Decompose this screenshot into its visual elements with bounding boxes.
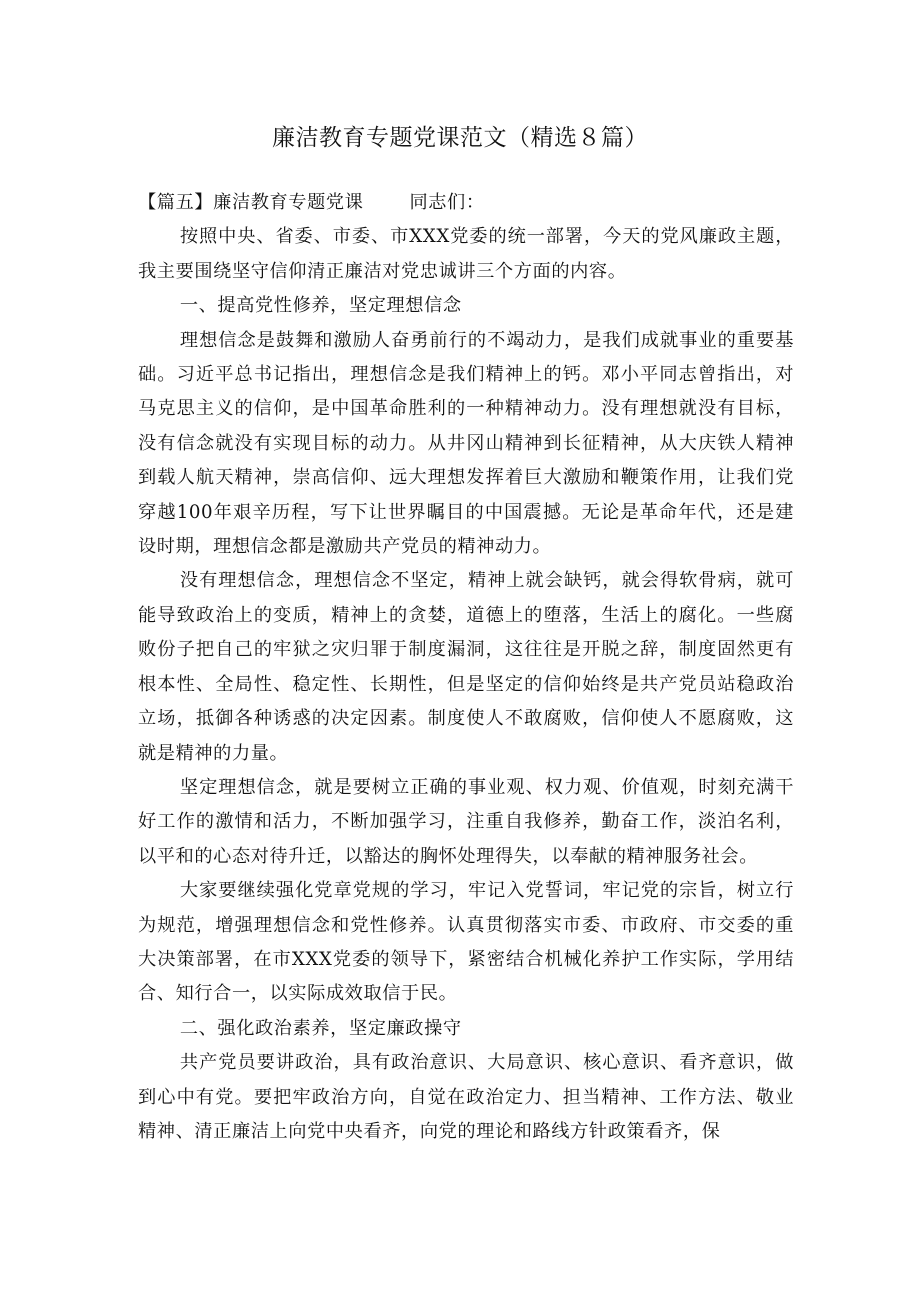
- paragraph: 坚定理想信念，就是要树立正确的事业观、权力观、价值观，时刻充满干好工作的激情和活力，不断加强学习，注重自我修养，勤奋工作，淡泊名利，以平和的心态对待升迁，以豁达的胸怀处理得失，以奉献的精神服务社会。: [138, 776, 794, 867]
- salutation: 同志们：: [409, 192, 485, 213]
- document-body: [138, 186, 794, 1149]
- heading-part-one: 一、提高党性修养，坚定理想信念: [179, 295, 462, 317]
- section-heading: 【篇五】廉洁教育专题党课: [138, 192, 364, 213]
- paragraph: 共产党员要讲政治，具有政治意识、大局意识、核心意识、看齐意识，做到心中有党。要把牢政治方向，自觉在政治定力、担当精神、工作方法、敬业精神、清正廉洁上向党中央看齐，向党的理论和路线方针政策看齐，保: [138, 1052, 794, 1142]
- document-title: 廉洁教育专题党课范文（精选８篇）: [272, 125, 648, 151]
- paragraph: 没有理想信念，理想信念不坚定，精神上就会缺钙，就会得软骨病，就可能导致政治上的变质，精神上的贪婪，道德上的堕落，生活上的腐化。一些腐败份子把自己的牢狱之灾归罪于制度漏洞，这往往是开脱之辞，制度固然更有根本性、全局性、稳定性、长期性，但是坚定的信仰始终是共产党员站稳政治立场，抵御各种诱惑的决定因素。制度使人不敢腐败，信仰使人不愿腐败，这就是精神的力量。: [138, 570, 794, 764]
- heading-part-two: 二、强化政治素养，坚定廉政操守: [179, 1017, 462, 1039]
- paragraph-intro: 按照中央、省委、市委、市XXX党委的统一部署，今天的党风廉政主题，我主要围绕坚守信仰清正廉洁对党忠诚讲三个方面的内容。: [138, 226, 794, 282]
- paragraph: 大家要继续强化党章党规的学习，牢记入党誓词，牢记党的宗旨，树立行为规范，增强理想信念和党性修养。认真贯彻落实市委、市政府、市交委的重大决策部署，在市XXX党委的领导下，紧密结合机械化养护工作实际，学用结合、知行合一，以实际成效取信于民。: [138, 880, 794, 1005]
- paragraph: 理想信念是鼓舞和激励人奋勇前行的不竭动力，是我们成就事业的重要基础。习近平总书记指出，理想信念是我们精神上的钙。邓小平同志曾指出，对马克思主义的信仰，是中国革命胜利的一种精神动力。没有理想就没有目标，没有信念就没有实现目标的动力。从井冈山精神到长征精神，从大庆铁人精神到载人航天精神，崇高信仰、远大理想发挥着巨大激励和鞭策作用，让我们党穿越100年艰辛历程，写下让世界瞩目的中国震撼。无论是革命年代，还是建设时期，理想信念都是激励共产党员的精神动力。: [138, 329, 794, 558]
- lead-line: [138, 186, 794, 220]
